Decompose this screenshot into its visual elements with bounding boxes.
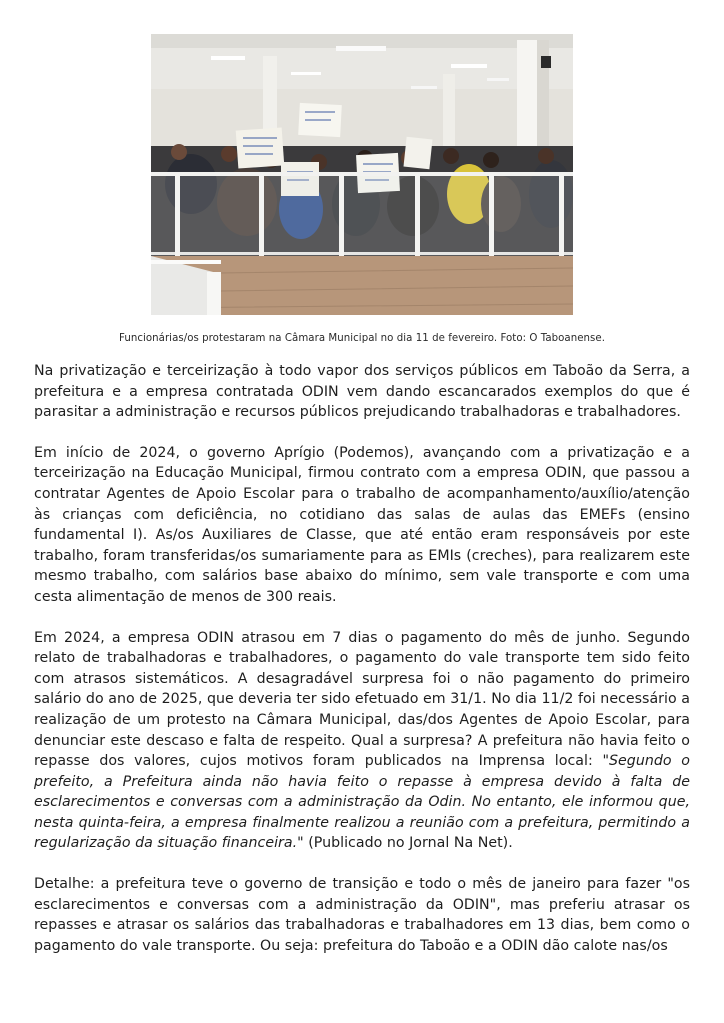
protest-photo — [151, 34, 573, 315]
press-quote: "Segundo o prefeito, a Prefeitura ainda não havia feito o repasse à empresa devido à falta de esclarecimentos e conversas com a administração da Odin. No entanto, ele informou que, nesta quinta-feira, a empresa finalmente realizou a reunião com a prefeitura, permitindo a regularização da situação financeira." — [34, 753, 691, 852]
paragraph-contract: Em início de 2024, o governo Aprígio (Podemos), avançando com a privatização e a terceirização na Educação Municipal, firmou contrato com a empresa ODIN, que passou a contratar Agentes de Apoio Escolar para o trabalho de acompanhamento/auxílio/atenção às crianças com deficiência, no cotidiano das salas de aulas das EMEFs (ensino fundamental I). As/os Auxiliares de Classe, que até então eram responsáveis por este trabalho, foram transferidas/os sumariamente para as EMIs (creches), para realizarem este mesmo trabalho, com salários base abaixo do mínimo, sem vale transporte e com uma cesta alimentação de menos de 300 reais. — [34, 444, 690, 605]
paragraph-text: Em 2024, a empresa ODIN atrasou em 7 dias o pagamento do mês de junho. Segundo relato de trabalhadoras e trabalhadores, o pagamento do vale transporte tem sido feito com atrasos sistemáticos. A desagradável surpresa foi o não pagamento do primeiro salário do ano de 2025, que deveria ter sido efetuado em 31/1. No dia 11/2 foi necessário a realização de um protesto na Câmara Municipal, das/dos Agentes de Apoio Escolar, para denunciar este descaso e falta de respeito. Qual a surpresa? A prefeitura não havia feito o repasse dos valores, cujos motivos foram publicados na Imprensa local: — [34, 629, 690, 770]
article-body — [34, 361, 690, 976]
paragraph-detail: Detalhe: a prefeitura teve o governo de transição e todo o mês de janeiro para fazer "os esclarecimentos e conversas com a administração da ODIN", mas preferiu atrasar os repasses e atrasar os salários das trabalhadoras e trabalhadores em 13 dias, bem como o pagamento do vale transporte. Ou seja: prefeitura do Taboão e a ODIN dão calote nas/os — [34, 876, 690, 954]
paragraph-payment-delays — [34, 628, 690, 855]
photo-caption: Funcionárias/os protestaram na Câmara Municipal no dia 11 de fevereiro. Foto: O Taboanense. — [118, 333, 606, 344]
quote-source: (Publicado no Jornal Na Net). — [303, 835, 513, 852]
paragraph-intro: Na privatização e terceirização à todo vapor dos serviços públicos em Taboão da Serra, a prefeitura e a empresa contratada ODIN vem dando escancarados exemplos do que é parasitar a administração e recursos públicos prejudicando trabalhadoras e trabalhadores. — [34, 363, 690, 421]
